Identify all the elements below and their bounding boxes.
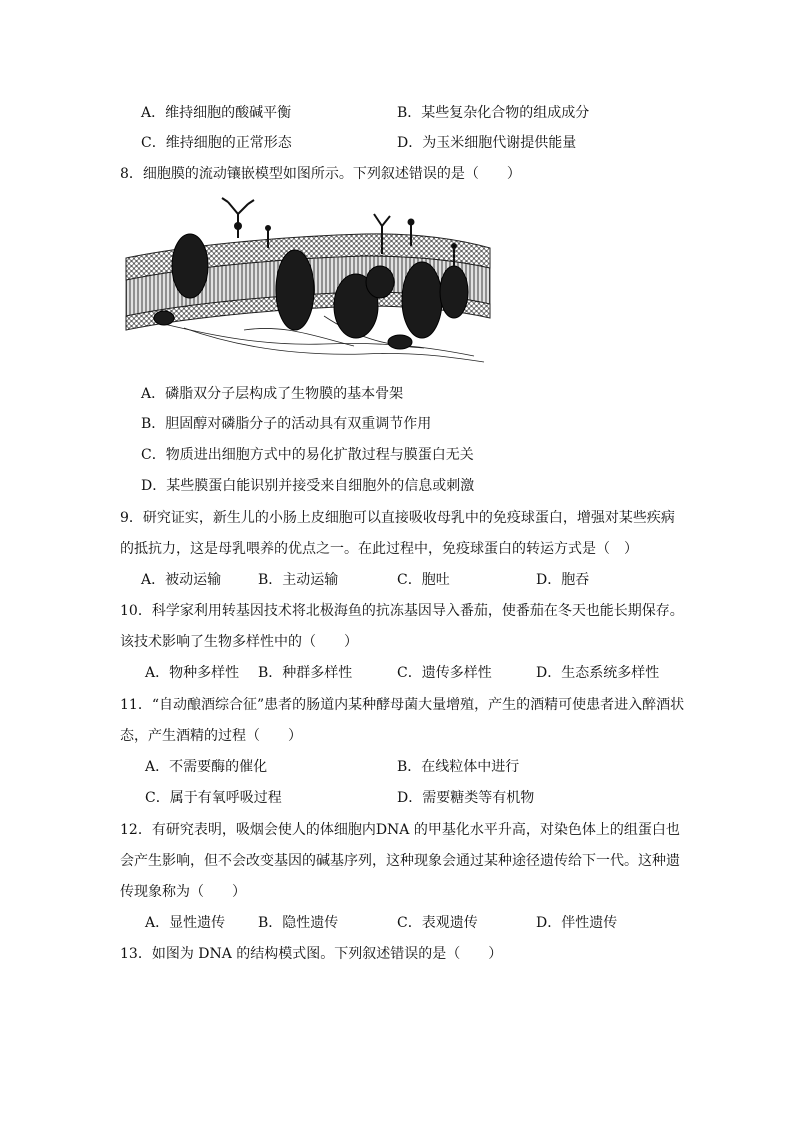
q11-option-a: A．不需要酶的催化 [145,759,268,775]
q11-stem-line-2: 态，产生酒精的过程（ ） [120,728,302,744]
q7-option-b: B．某些复杂化合物的组成成分 [397,105,590,121]
q7-option-c: C．维持细胞的正常形态 [141,135,292,151]
q9-option-c: C．胞吐 [397,572,450,588]
q12-option-d: D．伴性遗传 [536,915,618,931]
q9-stem-line-1: 9．研究证实，新生儿的小肠上皮细胞可以直接吸收母乳中的免疫球蛋白，增强对某些疾病 [120,510,675,526]
q12-option-b: B．隐性遗传 [258,915,339,931]
q8-option-d: D．某些膜蛋白能识别并接受来自细胞外的信息或刺激 [141,478,475,494]
q8-option-a: A．磷脂双分子层构成了生物膜的基本骨架 [141,386,404,402]
q8-stem: 8．细胞膜的流动镶嵌模型如图所示。下列叙述错误的是（ ） [120,166,521,182]
q12-stem-line-2: 会产生影响，但不会改变基因的碱基序列，这种现象会通过某种途径遗传给下一代。这种遗 [120,853,680,869]
q7-option-a: A．维持细胞的酸碱平衡 [141,105,292,121]
q7-option-d: D．为玉米细胞代谢提供能量 [397,135,577,151]
q12-option-a: A．显性遗传 [145,915,226,931]
q9-option-a: A．被动运输 [141,572,222,588]
q10-option-a: A．物种多样性 [145,665,240,681]
q10-option-d: D．生态系统多样性 [536,665,660,681]
q11-option-d: D．需要糖类等有机物 [397,790,535,806]
q10-stem-line-1: 10．科学家利用转基因技术将北极海鱼的抗冻基因导入番茄，使番茄在冬天也能长期保存。 [120,603,684,619]
q9-option-b: B．主动运输 [258,572,339,588]
q11-option-c: C．属于有氧呼吸过程 [145,790,282,806]
q10-stem-line-2: 该技术影响了生物多样性中的（ ） [120,634,358,650]
q8-option-c: C．物质进出细胞方式中的易化扩散过程与膜蛋白无关 [141,447,474,463]
q12-stem-line-1: 12．有研究表明，吸烟会使人的体细胞内DNA 的甲基化水平升高，对染色体上的组蛋白也 [120,822,680,838]
q8-option-b: B．胆固醇对磷脂分子的活动具有双重调节作用 [141,416,432,432]
q12-option-c: C．表观遗传 [397,915,478,931]
cell-membrane-figure [124,196,492,364]
q10-option-b: B．种群多样性 [258,665,353,681]
q10-option-c: C．遗传多样性 [397,665,492,681]
q12-stem-line-3: 传现象称为（ ） [120,884,246,900]
q11-option-b: B．在线粒体中进行 [397,759,520,775]
q11-stem-line-1: 11．“自动酿酒综合征”患者的肠道内某种酵母菌大量增殖，产生的酒精可使患者进入醉酒状 [120,697,685,713]
q13-stem: 13．如图为 DNA 的结构模式图。下列叙述错误的是（ ） [120,946,503,962]
q9-option-d: D．胞吞 [536,572,590,588]
q9-stem-line-2: 的抵抗力，这是母乳喂养的优点之一。在此过程中，免疫球蛋白的转运方式是（ ） [120,541,638,557]
